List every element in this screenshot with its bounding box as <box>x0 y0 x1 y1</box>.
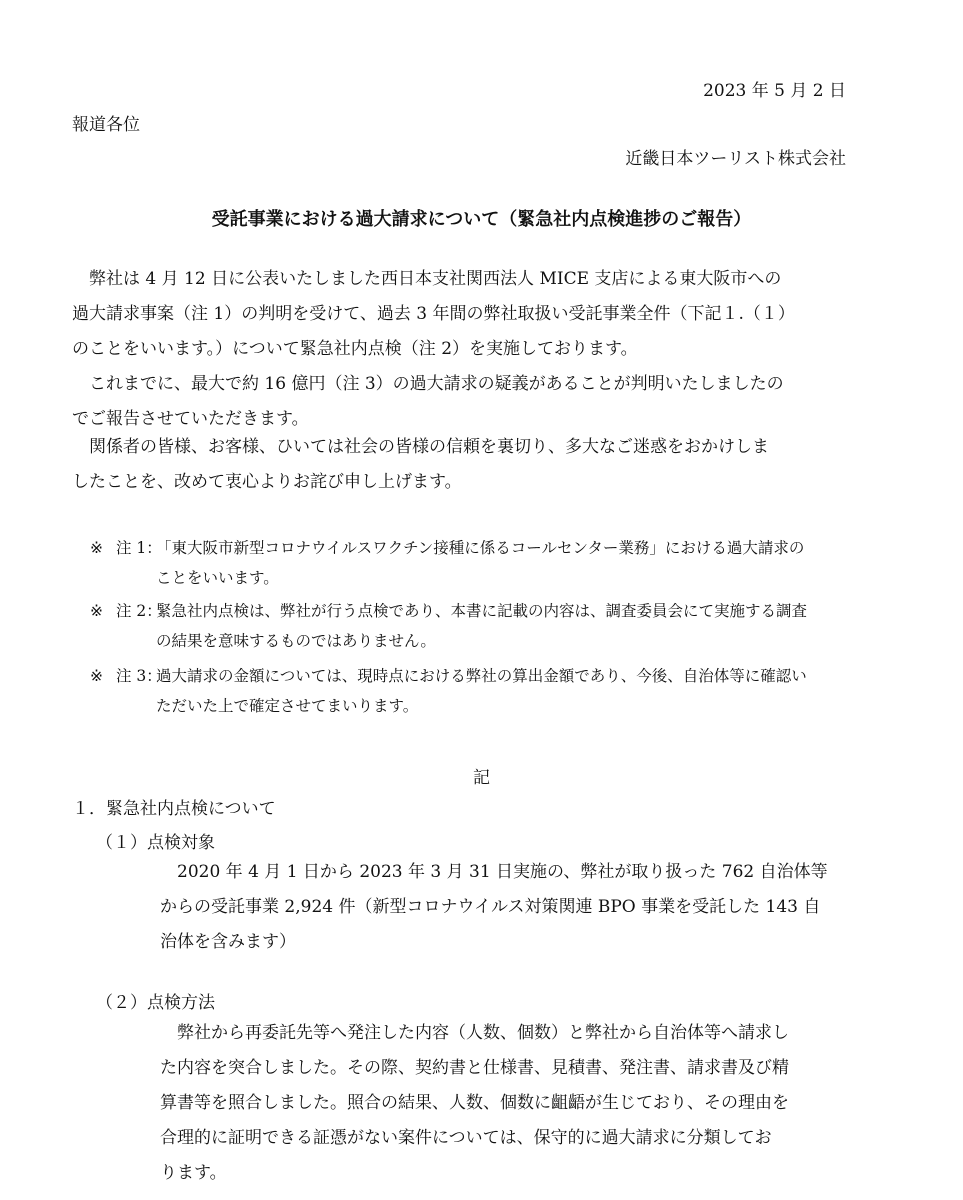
paragraph-3 <box>72 430 852 500</box>
section-1-heading: １．緊急社内点検について <box>72 799 276 819</box>
section-1-2-heading: （２）点検方法 <box>96 993 215 1013</box>
document-title: 受託事業における過大請求について（緊急社内点検進捗のご報告） <box>211 209 752 230</box>
note-text-line: 過大請求の金額については、現時点における弊社の算出金額であり、今後、自治体等に確認い <box>156 667 807 685</box>
note-mark: ※ <box>90 539 103 557</box>
paragraph-line: でご報告させていただきます。 <box>72 409 309 429</box>
addressee: 報道各位 <box>72 115 140 135</box>
paragraph-line: 2020 年 4 月 1 日から 2023 年 3 月 31 日実施の、弊社が取り扱った 762 自治体等 <box>160 862 828 882</box>
paragraph-line: のことをいいます。）について緊急社内点検（注 2）を実施しております。 <box>72 339 638 359</box>
paragraph-line: 弊社から再委託先等へ発注した内容（人数、個数）と弊社から自治体等へ請求し <box>160 1023 789 1043</box>
note-1 <box>90 533 870 593</box>
company-name: 近畿日本ツーリスト株式会社 <box>625 149 846 169</box>
note-label: 注 2： <box>116 602 162 620</box>
note-label: 注 1： <box>116 539 162 557</box>
note-text-line: ただいた上で確定させてまいります。 <box>156 697 419 715</box>
note-text-line: 緊急社内点検は、弊社が行う点検であり、本書に記載の内容は、調査委員会にて実施する調査 <box>156 602 808 620</box>
note-mark: ※ <box>90 602 103 620</box>
ki-label: 記 <box>473 768 490 788</box>
note-text-line: の結果を意味するものではありません。 <box>156 632 436 650</box>
note-3 <box>90 661 870 721</box>
note-label: 注 3： <box>116 667 162 685</box>
paragraph-line: た内容を突合しました。その際、契約書と仕様書、見積書、発注書、請求書及び精 <box>160 1058 789 1078</box>
section-1-2-body <box>160 1016 860 1191</box>
paragraph-line: 過大請求事案（注 1）の判明を受けて、過去 3 年間の弊社取扱い受託事業全件（下記１.（１） <box>72 304 795 324</box>
paragraph-line: 合理的に証明できる証憑がない案件については、保守的に過大請求に分類してお <box>160 1128 772 1148</box>
section-1-1-body <box>160 855 860 960</box>
paragraph-line: 弊社は 4 月 12 日に公表いたしました西日本支社関西法人 MICE 支店による東大阪市への <box>72 269 782 289</box>
section-1-1-heading: （１）点検対象 <box>96 833 215 853</box>
note-text-line: 「東大阪市新型コロナウイルスワクチン接種に係るコールセンター業務」における過大請求の <box>156 539 805 557</box>
paragraph-line: これまでに、最大で約 16 億円（注 3）の過大請求の疑義があることが判明いたしましたの <box>72 374 784 394</box>
paragraph-1 <box>72 262 852 367</box>
paragraph-line: からの受託事業 2,924 件（新型コロナウイルス対策関連 BPO 事業を受託した 143 自 <box>160 897 821 917</box>
document-date: 2023 年 5 月 2 日 <box>703 81 846 101</box>
note-2 <box>90 596 870 656</box>
paragraph-line: 治体を含みます） <box>160 932 296 952</box>
paragraph-line: 算書等を照合しました。照合の結果、人数、個数に齟齬が生じており、その理由を <box>160 1093 789 1113</box>
paragraph-line: ります。 <box>160 1163 227 1183</box>
paragraph-line: 関係者の皆様、お客様、ひいては社会の皆様の信頼を裏切り、多大なご迷惑をおかけしま <box>72 437 769 457</box>
note-mark: ※ <box>90 667 103 685</box>
paragraph-line: したことを、改めて衷心よりお詫び申し上げます。 <box>72 472 462 492</box>
paragraph-2 <box>72 367 852 437</box>
note-text-line: ことをいいます。 <box>156 569 279 587</box>
